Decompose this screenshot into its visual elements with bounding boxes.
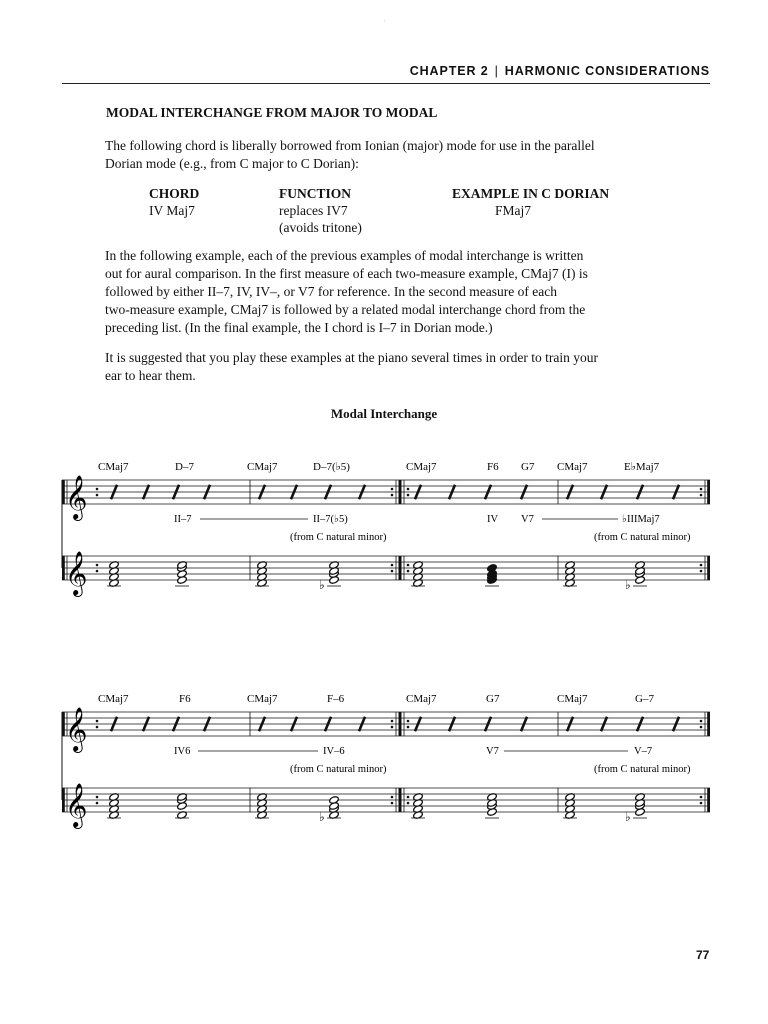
analysis-label: II–7(♭5) xyxy=(313,514,348,525)
end-repeat-bar xyxy=(707,788,710,812)
music-system-1 xyxy=(0,452,768,632)
chord-symbol: CMaj7 xyxy=(557,461,588,473)
music-system-2 xyxy=(0,684,768,864)
start-repeat-bar xyxy=(62,556,65,580)
flat-icon: ♭ xyxy=(625,810,631,824)
repeat-bar xyxy=(399,556,402,580)
analysis-note: (from C natural minor) xyxy=(594,532,691,543)
repeat-dot xyxy=(407,796,410,799)
chord-symbol: G7 xyxy=(521,461,535,473)
chord-symbol: E♭Maj7 xyxy=(624,461,660,473)
music-title: Modal Interchange xyxy=(330,406,438,421)
header-rule xyxy=(62,83,710,84)
function-column xyxy=(279,185,362,236)
chord-cell: IV Maj7 xyxy=(149,203,195,218)
chapter-label: CHAPTER 2 xyxy=(409,64,489,78)
chord-symbol: CMaj7 xyxy=(98,693,129,705)
repeat-dot xyxy=(700,564,703,567)
para-line: ear to hear them. xyxy=(105,368,196,383)
repeat-dot xyxy=(700,494,703,497)
scan-dot: . xyxy=(384,17,386,23)
analysis-label: V–7 xyxy=(634,746,653,757)
example-cell: FMaj7 xyxy=(495,203,532,218)
chord-symbol: F6 xyxy=(487,461,499,473)
repeat-dot xyxy=(391,564,394,567)
intro-line: Dorian mode (e.g., from C major to C Dorian): xyxy=(105,156,359,171)
flat-icon: ♭ xyxy=(319,578,325,592)
repeat-dot xyxy=(96,494,99,497)
analysis-label: IV xyxy=(487,514,499,525)
repeat-dot xyxy=(96,570,99,573)
analysis-label: V7 xyxy=(486,746,499,757)
start-repeat-bar xyxy=(62,788,65,812)
analysis-label: V7 xyxy=(521,514,534,525)
repeat-dot xyxy=(96,802,99,805)
chord-symbol: CMaj7 xyxy=(406,461,437,473)
repeat-dot xyxy=(391,726,394,729)
repeat-bar xyxy=(399,480,402,504)
treble-clef-icon: 𝄞 xyxy=(65,477,88,519)
header-divider: | xyxy=(494,64,499,78)
repeat-dot xyxy=(407,488,410,491)
analysis-note: (from C natural minor) xyxy=(290,532,387,543)
piano-staff xyxy=(62,784,710,829)
para-line: two-measure example, CMaj7 is followed by a related modal interchange chord from the xyxy=(105,302,586,317)
repeat-dot xyxy=(700,796,703,799)
chord-symbol: CMaj7 xyxy=(247,693,278,705)
treble-clef-icon: 𝄞 xyxy=(65,785,88,827)
repeat-dot xyxy=(407,564,410,567)
section-heading: MODAL INTERCHANGE FROM MAJOR TO MODAL xyxy=(106,105,438,120)
chord-symbol: CMaj7 xyxy=(406,693,437,705)
repeat-dot xyxy=(391,796,394,799)
chord-symbol: CMaj7 xyxy=(247,461,278,473)
repeat-dot xyxy=(700,570,703,573)
function-cell: replaces IV7 xyxy=(279,203,348,218)
chord-symbol: CMaj7 xyxy=(557,693,588,705)
function-header: FUNCTION xyxy=(279,186,352,201)
analysis-note: (from C natural minor) xyxy=(290,764,387,775)
end-repeat-bar xyxy=(707,712,710,736)
flat-icon: ♭ xyxy=(319,810,325,824)
intro-paragraph xyxy=(105,137,660,173)
para-line: followed by either II–7, IV, IV–, or V7 for reference. In the second measure of each xyxy=(105,284,557,299)
repeat-dot xyxy=(700,726,703,729)
chord-header: CHORD xyxy=(149,186,200,201)
chord-symbol: D–7(♭5) xyxy=(313,461,350,473)
para-line: In the following example, each of the previous examples of modal interchange is written xyxy=(105,248,584,263)
slash-staff xyxy=(62,476,710,568)
repeat-bar xyxy=(399,788,402,812)
page-number: 77 xyxy=(696,948,710,962)
chord-symbol: F–6 xyxy=(327,693,345,705)
repeat-dot xyxy=(391,570,394,573)
end-repeat-bar xyxy=(707,480,710,504)
intro-line: The following chord is liberally borrowed from Ionian (major) mode for use in the parallel xyxy=(105,138,595,153)
example-column xyxy=(452,185,609,219)
end-repeat-bar xyxy=(707,556,710,580)
chord-symbol: G7 xyxy=(486,693,500,705)
analysis-label: ♭IIIMaj7 xyxy=(622,514,660,525)
para-line: preceding list. (In the final example, the I chord is I–7 in Dorian mode.) xyxy=(105,320,493,335)
analysis-label: II–7 xyxy=(174,514,192,525)
repeat-dot xyxy=(96,564,99,567)
repeat-bar xyxy=(399,712,402,736)
piano-staff xyxy=(62,552,710,597)
repeat-dot xyxy=(407,494,410,497)
repeat-dot xyxy=(700,488,703,491)
example-header: EXAMPLE IN C DORIAN xyxy=(452,186,610,201)
repeat-dot xyxy=(391,494,394,497)
analysis-label: IV–6 xyxy=(323,746,345,757)
para-line: out for aural comparison. In the first measure of each two-measure example, CMaj7 (I) is xyxy=(105,266,588,281)
flat-icon: ♭ xyxy=(625,578,631,592)
repeat-dot xyxy=(96,488,99,491)
repeat-dot xyxy=(700,802,703,805)
repeat-dot xyxy=(391,802,394,805)
chord-symbol: D–7 xyxy=(175,461,194,473)
suggestion-paragraph xyxy=(105,349,660,385)
chapter-title: HARMONIC CONSIDERATIONS xyxy=(504,64,710,78)
chord-symbol: CMaj7 xyxy=(98,461,129,473)
slash-staff xyxy=(62,708,710,800)
repeat-dot xyxy=(407,726,410,729)
function-cell-note: (avoids tritone) xyxy=(279,220,362,235)
repeat-dot xyxy=(96,796,99,799)
explanation-paragraph xyxy=(105,247,660,337)
treble-clef-icon: 𝄞 xyxy=(65,553,88,595)
repeat-dot xyxy=(391,720,394,723)
para-line: It is suggested that you play these examples at the piano several times in order to train your xyxy=(105,350,598,365)
repeat-dot xyxy=(407,570,410,573)
repeat-dot xyxy=(391,488,394,491)
repeat-dot xyxy=(700,720,703,723)
running-header xyxy=(410,64,710,78)
analysis-note: (from C natural minor) xyxy=(594,764,691,775)
chord-symbol: G–7 xyxy=(635,693,654,705)
repeat-dot xyxy=(96,726,99,729)
analysis-label: IV6 xyxy=(174,746,191,757)
repeat-dot xyxy=(407,720,410,723)
chord-symbol: F6 xyxy=(179,693,191,705)
chord-column xyxy=(149,185,199,219)
treble-clef-icon: 𝄞 xyxy=(65,709,88,751)
repeat-dot xyxy=(407,802,410,805)
repeat-dot xyxy=(96,720,99,723)
